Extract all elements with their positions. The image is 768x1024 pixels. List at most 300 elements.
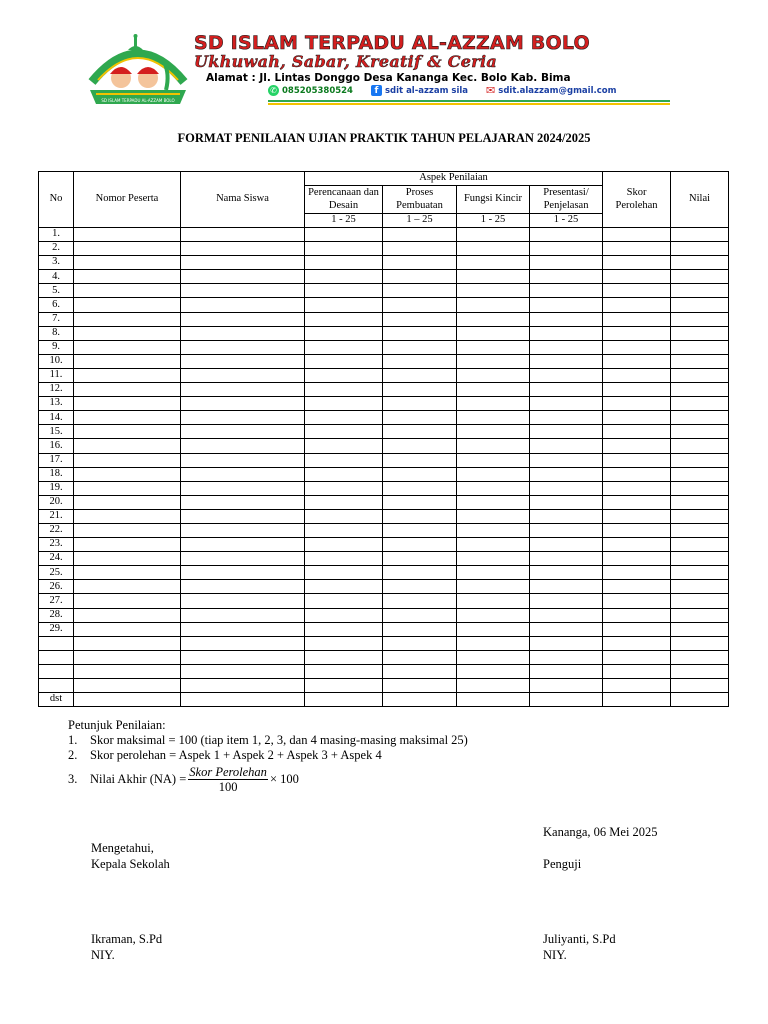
table-cell (383, 693, 457, 707)
table-cell (530, 495, 603, 509)
table-cell (181, 693, 305, 707)
table-cell (74, 284, 181, 298)
table-cell (305, 622, 383, 636)
table-cell (74, 298, 181, 312)
facebook-name: sdit al-azzam sila (384, 85, 469, 96)
table-cell (305, 397, 383, 411)
table-cell (181, 453, 305, 467)
row-number: 19. (39, 481, 74, 495)
signature-right-name: Juliyanti, S.Pd (543, 932, 616, 946)
table-cell (305, 594, 383, 608)
table-cell (671, 242, 729, 256)
instruction-item (68, 748, 468, 763)
table-cell (383, 284, 457, 298)
table-cell (603, 650, 671, 664)
table-cell (305, 411, 383, 425)
table-cell (603, 566, 671, 580)
table-cell (305, 453, 383, 467)
table-cell (671, 425, 729, 439)
table-cell (530, 326, 603, 340)
table-cell (603, 397, 671, 411)
table-cell (383, 228, 457, 242)
table-cell (74, 326, 181, 340)
table-cell (671, 354, 729, 368)
table-cell (671, 397, 729, 411)
table-cell (457, 566, 530, 580)
table-cell (74, 580, 181, 594)
row-number (39, 664, 74, 678)
table-cell (530, 228, 603, 242)
header-range-1: 1 - 25 (305, 214, 383, 228)
table-cell (603, 509, 671, 523)
table-cell (457, 481, 530, 495)
row-number: 13. (39, 397, 74, 411)
table-cell (457, 242, 530, 256)
table-cell (305, 340, 383, 354)
table-cell (74, 467, 181, 481)
table-row (39, 608, 729, 622)
header-nilai: Nilai (671, 172, 729, 228)
table-cell (457, 538, 530, 552)
instruction-number: 1. (68, 733, 78, 747)
signature-right-role: Penguji (543, 857, 582, 871)
table-cell (530, 298, 603, 312)
header-no: No (39, 172, 74, 228)
table-cell (457, 326, 530, 340)
table-row (39, 523, 729, 537)
table-cell (383, 509, 457, 523)
table-cell (671, 326, 729, 340)
row-number: 12. (39, 383, 74, 397)
table-row (39, 228, 729, 242)
table-row (39, 664, 729, 678)
table-cell (181, 284, 305, 298)
table-cell (671, 594, 729, 608)
table-cell (181, 636, 305, 650)
row-number: 2. (39, 242, 74, 256)
row-number: 14. (39, 411, 74, 425)
instruction-item (68, 733, 468, 748)
table-cell (305, 439, 383, 453)
table-cell (457, 453, 530, 467)
table-cell (74, 397, 181, 411)
table-cell (457, 523, 530, 537)
row-number: 16. (39, 439, 74, 453)
table-cell (305, 523, 383, 537)
row-number: 29. (39, 622, 74, 636)
table-cell (383, 270, 457, 284)
table-cell (383, 636, 457, 650)
table-cell (74, 383, 181, 397)
table-cell (383, 312, 457, 326)
table-cell (530, 594, 603, 608)
table-cell (305, 679, 383, 693)
table-cell (305, 270, 383, 284)
table-cell (383, 580, 457, 594)
row-number: 11. (39, 368, 74, 382)
table-cell (305, 608, 383, 622)
instruction-text: Skor perolehan = Aspek 1 + Aspek 2 + Aspek 3 + Aspek 4 (90, 748, 382, 762)
table-cell (530, 354, 603, 368)
table-cell (181, 383, 305, 397)
signature-right-niy: NIY. (543, 948, 567, 962)
table-cell (305, 650, 383, 664)
header-nama-siswa: Nama Siswa (181, 172, 305, 228)
table-cell (530, 580, 603, 594)
table-cell (305, 580, 383, 594)
phone-number: 085205380524 (282, 85, 353, 96)
table-row (39, 650, 729, 664)
table-cell (181, 608, 305, 622)
table-cell (457, 608, 530, 622)
table-cell (74, 523, 181, 537)
table-row (39, 566, 729, 580)
table-cell (603, 312, 671, 326)
table-row (39, 284, 729, 298)
table-cell (530, 566, 603, 580)
table-cell (603, 284, 671, 298)
table-cell (603, 453, 671, 467)
table-cell (530, 397, 603, 411)
table-row (39, 397, 729, 411)
table-cell (530, 523, 603, 537)
table-cell (530, 552, 603, 566)
table-cell (603, 664, 671, 678)
table-cell (671, 368, 729, 382)
table-cell (74, 622, 181, 636)
table-cell (181, 481, 305, 495)
table-cell (530, 383, 603, 397)
table-cell (671, 340, 729, 354)
table-cell (74, 354, 181, 368)
table-cell (383, 453, 457, 467)
table-cell (74, 425, 181, 439)
table-cell (181, 242, 305, 256)
table-cell (603, 608, 671, 622)
header-nomor-peserta: Nomor Peserta (74, 172, 181, 228)
table-cell (305, 538, 383, 552)
table-cell (671, 312, 729, 326)
table-cell (383, 397, 457, 411)
table-cell (457, 580, 530, 594)
row-number: 22. (39, 523, 74, 537)
facebook-icon: f (371, 85, 382, 96)
letterhead-rule (268, 100, 670, 106)
table-cell (305, 284, 383, 298)
letterhead (88, 30, 678, 112)
table-cell (603, 594, 671, 608)
row-number: 20. (39, 495, 74, 509)
table-cell (305, 425, 383, 439)
table-cell (457, 552, 530, 566)
table-cell (383, 566, 457, 580)
table-cell (383, 622, 457, 636)
table-cell (457, 509, 530, 523)
signature-left-role: Kepala Sekolah (91, 857, 170, 871)
table-cell (74, 679, 181, 693)
table-cell (530, 284, 603, 298)
row-number: 7. (39, 312, 74, 326)
school-motto: Ukhuwah, Sabar, Kreatif & Ceria (194, 52, 498, 71)
table-cell (305, 481, 383, 495)
table-cell (671, 580, 729, 594)
table-cell (671, 608, 729, 622)
table-cell (181, 326, 305, 340)
table-cell (603, 523, 671, 537)
table-cell (181, 538, 305, 552)
table-cell (181, 523, 305, 537)
header-skor: Skor Perolehan (603, 172, 671, 228)
table-cell (530, 340, 603, 354)
table-row (39, 354, 729, 368)
row-number: 15. (39, 425, 74, 439)
table-cell (383, 552, 457, 566)
table-cell (74, 693, 181, 707)
table-cell (603, 636, 671, 650)
table-cell (603, 693, 671, 707)
header-range-3: 1 - 25 (457, 214, 530, 228)
table-cell (457, 425, 530, 439)
table-cell (74, 566, 181, 580)
table-cell (305, 298, 383, 312)
table-cell (457, 256, 530, 270)
table-cell (530, 467, 603, 481)
table-cell (74, 270, 181, 284)
row-number: 23. (39, 538, 74, 552)
row-number: 1. (39, 228, 74, 242)
table-cell (383, 650, 457, 664)
table-cell (603, 580, 671, 594)
table-cell (530, 650, 603, 664)
instructions-heading: Petunjuk Penilaian: (68, 718, 166, 732)
table-cell (305, 467, 383, 481)
table-cell (181, 397, 305, 411)
table-cell (530, 679, 603, 693)
table-cell (74, 481, 181, 495)
table-cell (671, 552, 729, 566)
table-cell (181, 354, 305, 368)
assessment-table (38, 171, 729, 707)
table-cell (603, 481, 671, 495)
table-cell (181, 439, 305, 453)
table-cell (305, 383, 383, 397)
table-cell (671, 270, 729, 284)
table-cell (383, 256, 457, 270)
table-cell (530, 439, 603, 453)
table-cell (671, 693, 729, 707)
table-row (39, 636, 729, 650)
table-row (39, 622, 729, 636)
table-cell (457, 439, 530, 453)
header-range-4: 1 - 25 (530, 214, 603, 228)
table-cell (603, 256, 671, 270)
table-cell (671, 411, 729, 425)
table-cell (305, 509, 383, 523)
contact-facebook (371, 85, 468, 96)
table-cell (457, 650, 530, 664)
table-row (39, 594, 729, 608)
table-row (39, 693, 729, 707)
table-cell (530, 481, 603, 495)
table-cell (305, 326, 383, 340)
table-cell (530, 242, 603, 256)
table-cell (603, 242, 671, 256)
table-cell (181, 566, 305, 580)
table-cell (671, 298, 729, 312)
row-number: 25. (39, 566, 74, 580)
table-row (39, 383, 729, 397)
table-row (39, 453, 729, 467)
table-cell (457, 636, 530, 650)
table-cell (305, 368, 383, 382)
formula-denominator: 100 (218, 780, 238, 794)
table-cell (383, 326, 457, 340)
table-cell (457, 693, 530, 707)
table-cell (457, 679, 530, 693)
table-cell (181, 664, 305, 678)
table-cell (181, 298, 305, 312)
table-cell (305, 228, 383, 242)
table-row (39, 495, 729, 509)
formula-suffix: × 100 (269, 772, 299, 786)
table-cell (74, 256, 181, 270)
table-cell (383, 411, 457, 425)
table-cell (74, 228, 181, 242)
table-cell (181, 228, 305, 242)
table-cell (530, 270, 603, 284)
table-cell (305, 552, 383, 566)
table-cell (671, 383, 729, 397)
table-cell (305, 354, 383, 368)
table-cell (671, 284, 729, 298)
table-cell (671, 481, 729, 495)
whatsapp-icon: ✆ (268, 85, 279, 96)
table-cell (181, 650, 305, 664)
instruction-number: 3. (68, 772, 78, 786)
table-cell (305, 636, 383, 650)
table-cell (383, 664, 457, 678)
table-cell (457, 383, 530, 397)
table-cell (671, 566, 729, 580)
row-number: 27. (39, 594, 74, 608)
table-cell (530, 453, 603, 467)
table-cell (671, 467, 729, 481)
table-cell (457, 495, 530, 509)
table-cell (671, 650, 729, 664)
table-row (39, 270, 729, 284)
table-cell (671, 664, 729, 678)
table-cell (671, 523, 729, 537)
header-aspect-4: Presentasi/ Penjelasan (530, 186, 603, 214)
table-cell (383, 439, 457, 453)
table-cell (603, 552, 671, 566)
table-cell (603, 425, 671, 439)
table-cell (603, 495, 671, 509)
table-row (39, 340, 729, 354)
table-cell (74, 594, 181, 608)
table-cell (383, 383, 457, 397)
table-cell (603, 383, 671, 397)
table-cell (305, 312, 383, 326)
table-cell (603, 538, 671, 552)
table-cell (181, 552, 305, 566)
signature-left-name: Ikraman, S.Pd (91, 932, 163, 946)
header-aspect-1: Perencanaan dan Desain (305, 186, 383, 214)
table-cell (530, 368, 603, 382)
table-row (39, 481, 729, 495)
school-logo (88, 34, 188, 108)
signature-left-line1: Mengetahui, (91, 841, 154, 855)
table-cell (181, 256, 305, 270)
table-cell (603, 326, 671, 340)
table-cell (181, 411, 305, 425)
table-cell (457, 594, 530, 608)
table-cell (74, 650, 181, 664)
table-cell (671, 256, 729, 270)
place-date: Kananga, 06 Mei 2025 (543, 825, 658, 839)
table-cell (530, 509, 603, 523)
table-cell (74, 664, 181, 678)
header-aspek: Aspek Penilaian (305, 172, 603, 186)
table-cell (181, 368, 305, 382)
table-cell (603, 228, 671, 242)
table-cell (457, 284, 530, 298)
table-row (39, 538, 729, 552)
header-aspect-3: Fungsi Kincir (457, 186, 530, 214)
contact-phone (268, 85, 353, 96)
table-cell (181, 312, 305, 326)
row-number: dst (39, 693, 74, 707)
logo-lettering: SD ISLAM TERPADU AL-AZZAM BOLO (101, 98, 175, 103)
table-cell (603, 622, 671, 636)
table-cell (305, 495, 383, 509)
instruction-formula (68, 765, 468, 794)
table-cell (671, 453, 729, 467)
table-cell (671, 439, 729, 453)
formula-numerator: Skor Perolehan (189, 765, 267, 779)
signature-left-name-block (91, 931, 162, 963)
table-cell (74, 495, 181, 509)
document-title: FORMAT PENILAIAN UJIAN PRAKTIK TAHUN PELAJARAN 2024/2025 (177, 131, 591, 145)
table-cell (74, 509, 181, 523)
table-row (39, 509, 729, 523)
table-cell (181, 594, 305, 608)
table-cell (383, 340, 457, 354)
table-cell (383, 242, 457, 256)
row-number: 8. (39, 326, 74, 340)
formula-fraction (188, 765, 268, 794)
school-address: Alamat : Jl. Lintas Donggo Desa Kananga Kec. Bolo Kab. Bima (206, 72, 571, 84)
row-number (39, 636, 74, 650)
table-cell (181, 495, 305, 509)
row-number: 4. (39, 270, 74, 284)
school-name: SD ISLAM TERPADU AL-AZZAM BOLO (194, 32, 590, 54)
table-row (39, 256, 729, 270)
table-cell (305, 566, 383, 580)
table-cell (383, 368, 457, 382)
table-cell (305, 256, 383, 270)
table-body (39, 228, 729, 707)
table-cell (457, 298, 530, 312)
table-cell (530, 538, 603, 552)
table-row (39, 326, 729, 340)
table-cell (457, 397, 530, 411)
table-cell (457, 467, 530, 481)
table-cell (74, 538, 181, 552)
table-cell (603, 354, 671, 368)
table-cell (457, 354, 530, 368)
row-number: 5. (39, 284, 74, 298)
